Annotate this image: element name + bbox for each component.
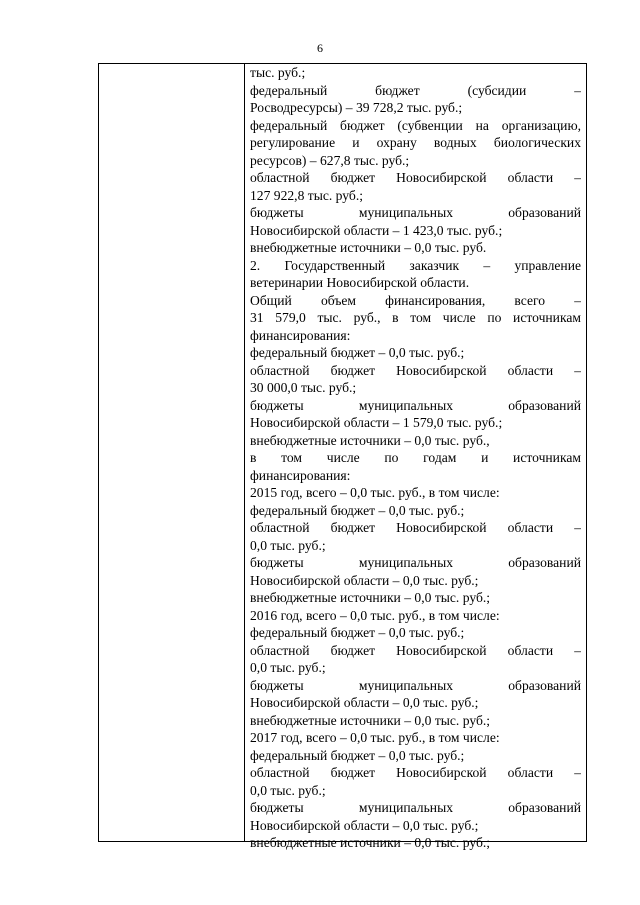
text-line: Новосибирской области – 0,0 тыс. руб.; bbox=[250, 817, 479, 833]
funding-text-cell bbox=[250, 64, 581, 852]
text-line: финансирования: bbox=[250, 327, 351, 343]
text-line: федеральный бюджет (субсидии – bbox=[250, 82, 581, 98]
text-line: областной бюджет Новосибирской области – bbox=[250, 642, 581, 658]
text-line: 2. Государственный заказчик – управление bbox=[250, 257, 581, 273]
text-line: 31 579,0 тыс. руб., в том числе по источникам bbox=[250, 310, 581, 325]
text-line: ресурсов) – 627,8 тыс. руб.; bbox=[250, 152, 410, 168]
text-line: внебюджетные источники – 0,0 тыс. руб., bbox=[250, 432, 490, 448]
text-line: Новосибирской области – 0,0 тыс. руб.; bbox=[250, 572, 479, 588]
page-number: 6 bbox=[317, 41, 323, 55]
text-line: областной бюджет Новосибирской области – bbox=[250, 765, 581, 780]
text-line: Росводресурсы) – 39 728,2 тыс. руб.; bbox=[250, 100, 463, 115]
text-line: бюджеты муниципальных образований bbox=[250, 555, 581, 570]
text-line: регулирование и охрану водных биологических bbox=[250, 135, 581, 150]
text-line: внебюджетные источники – 0,0 тыс. руб. bbox=[250, 240, 487, 255]
text-line: 2017 год, всего – 0,0 тыс. руб., в том числе: bbox=[250, 730, 500, 745]
text-line: 127 922,8 тыс. руб.; bbox=[250, 187, 364, 203]
text-line: бюджеты муниципальных образований bbox=[250, 677, 581, 693]
text-line: в том числе по годам и источникам bbox=[250, 450, 581, 465]
text-line: 2016 год, всего – 0,0 тыс. руб., в том числе: bbox=[250, 607, 500, 623]
text-line: бюджеты муниципальных образований bbox=[250, 800, 581, 815]
text-line: внебюджетные источники – 0,0 тыс. руб.; bbox=[250, 835, 491, 850]
text-line: бюджеты муниципальных образований bbox=[250, 205, 581, 220]
text-line: федеральный бюджет – 0,0 тыс. руб.; bbox=[250, 502, 465, 518]
text-line: федеральный бюджет – 0,0 тыс. руб.; bbox=[250, 747, 465, 763]
text-line: областной бюджет Новосибирской области – bbox=[250, 362, 581, 378]
text-line: Новосибирской области – 1 579,0 тыс. руб.; bbox=[250, 415, 503, 430]
text-line: бюджеты муниципальных образований bbox=[250, 397, 581, 413]
text-line: федеральный бюджет – 0,0 тыс. руб.; bbox=[250, 345, 465, 360]
text-line: 2015 год, всего – 0,0 тыс. руб., в том числе: bbox=[250, 485, 500, 500]
text-line: Новосибирской области – 1 423,0 тыс. руб.; bbox=[250, 222, 503, 238]
text-line: финансирования: bbox=[250, 467, 351, 483]
text-line: Общий объем финансирования, всего – bbox=[250, 292, 581, 308]
text-line: тыс. руб.; bbox=[250, 65, 306, 80]
text-line: областной бюджет Новосибирской области – bbox=[250, 520, 581, 535]
text-line: внебюджетные источники – 0,0 тыс. руб.; bbox=[250, 712, 491, 728]
text-line: федеральный бюджет (субвенции на организацию, bbox=[250, 117, 581, 133]
text-line: Новосибирской области – 0,0 тыс. руб.; bbox=[250, 695, 479, 710]
column-divider bbox=[244, 64, 245, 841]
text-line: 30 000,0 тыс. руб.; bbox=[250, 380, 357, 395]
text-line: ветеринарии Новосибирской области. bbox=[250, 275, 470, 290]
text-line: внебюджетные источники – 0,0 тыс. руб.; bbox=[250, 590, 491, 605]
document-table bbox=[98, 63, 587, 850]
text-line: 0,0 тыс. руб.; bbox=[250, 782, 326, 798]
text-line: 0,0 тыс. руб.; bbox=[250, 660, 326, 675]
text-line: областной бюджет Новосибирской области – bbox=[250, 170, 581, 185]
text-line: 0,0 тыс. руб.; bbox=[250, 537, 326, 553]
text-line: федеральный бюджет – 0,0 тыс. руб.; bbox=[250, 625, 465, 640]
